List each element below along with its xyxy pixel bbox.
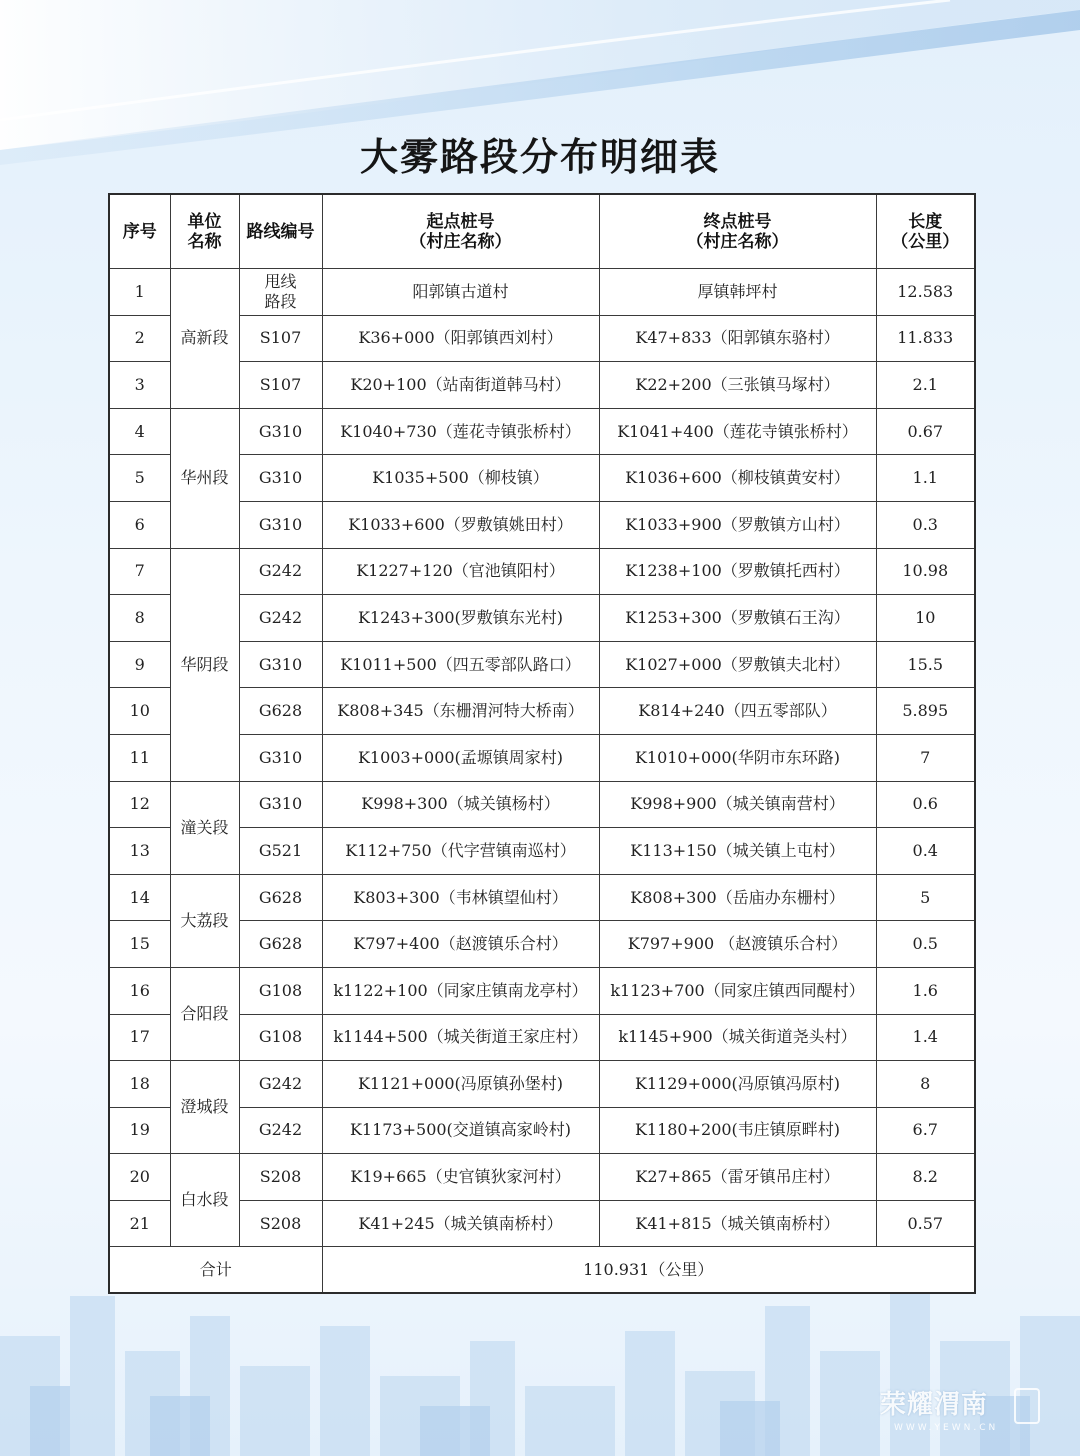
table-row [109,1061,975,1108]
table-row [109,269,975,316]
unit-cell: 高新段 [170,269,239,409]
seq-cell: 11 [109,734,170,781]
table-row [109,548,975,595]
table-row [109,967,975,1014]
seq-cell: 16 [109,967,170,1014]
start-cell: K1035+500（柳枝镇） [322,455,599,502]
header-length: 长度 （公里） [876,194,975,269]
app-watermark-logo [880,1384,1040,1433]
unit-cell: 潼关段 [170,781,239,874]
start-cell: K797+400（赵渡镇乐合村） [322,921,599,968]
start-cell: K808+345（东栅渭河特大桥南） [322,688,599,735]
unit-cell: 白水段 [170,1154,239,1247]
route-cell: G310 [239,641,322,688]
length-cell: 12.583 [876,269,975,316]
start-cell: 阳郭镇古道村 [322,269,599,316]
route-cell: G242 [239,1107,322,1154]
seq-cell: 18 [109,1061,170,1108]
end-cell: K27+865（雷牙镇吊庄村） [599,1154,876,1201]
seq-cell: 5 [109,455,170,502]
table-row [109,688,975,735]
table-row [109,874,975,921]
app-badge-icon [1014,1388,1040,1424]
start-cell: K1121+000(冯原镇孙堡村) [322,1061,599,1108]
route-cell: G108 [239,967,322,1014]
length-cell: 7 [876,734,975,781]
start-cell: K112+750（代字营镇南巡村） [322,828,599,875]
route-cell: S107 [239,315,322,362]
route-cell: G628 [239,921,322,968]
length-cell: 0.3 [876,501,975,548]
seq-cell: 15 [109,921,170,968]
table-row [109,921,975,968]
end-cell: K113+150（城关镇上屯村） [599,828,876,875]
end-cell: K47+833（阳郭镇东骆村） [599,315,876,362]
end-cell: K808+300（岳庙办东栅村） [599,874,876,921]
start-cell: K803+300（韦林镇望仙村） [322,874,599,921]
seq-cell: 9 [109,641,170,688]
start-cell: K1003+000(孟塬镇周家村) [322,734,599,781]
length-cell: 8.2 [876,1154,975,1201]
route-cell: G242 [239,548,322,595]
start-cell: K20+100（站南街道韩马村） [322,362,599,409]
header-swoosh-decoration [0,0,1080,220]
length-cell: 5.895 [876,688,975,735]
table-row [109,734,975,781]
route-cell: G310 [239,501,322,548]
start-cell: K19+665（史官镇狄家河村） [322,1154,599,1201]
table-row [109,362,975,409]
table-row [109,781,975,828]
start-cell: K1173+500(交道镇高家岭村) [322,1107,599,1154]
route-cell: S107 [239,362,322,409]
start-cell: K41+245（城关镇南桥村） [322,1200,599,1247]
seq-cell: 8 [109,595,170,642]
route-cell: 甩线 路段 [239,269,322,316]
end-cell: k1123+700（同家庄镇西同醍村） [599,967,876,1014]
table-row [109,455,975,502]
total-value: 110.931（公里） [322,1247,975,1293]
start-cell: K1040+730（莲花寺镇张桥村） [322,408,599,455]
end-cell: K1180+200(韦庄镇原畔村) [599,1107,876,1154]
table-row [109,828,975,875]
end-cell: K41+815（城关镇南桥村） [599,1200,876,1247]
seq-cell: 13 [109,828,170,875]
length-cell: 8 [876,1061,975,1108]
total-label: 合计 [109,1247,322,1293]
route-cell: G310 [239,408,322,455]
end-cell: K1027+000（罗敷镇夫北村） [599,641,876,688]
table-row [109,641,975,688]
route-cell: G628 [239,874,322,921]
end-cell: K22+200（三张镇马塚村） [599,362,876,409]
seq-cell: 17 [109,1014,170,1061]
end-cell: K1041+400（莲花寺镇张桥村） [599,408,876,455]
table-row [109,1107,975,1154]
seq-cell: 3 [109,362,170,409]
length-cell: 10.98 [876,548,975,595]
route-cell: G310 [239,781,322,828]
end-cell: K1238+100（罗敷镇托西村） [599,548,876,595]
route-cell: G628 [239,688,322,735]
unit-cell: 合阳段 [170,967,239,1060]
end-cell: K1033+900（罗敷镇方山村） [599,501,876,548]
header-route: 路线编号 [239,194,322,269]
end-cell: K1253+300（罗敷镇石王沟） [599,595,876,642]
route-cell: G521 [239,828,322,875]
start-cell: k1144+500（城关街道王家庄村） [322,1014,599,1061]
seq-cell: 6 [109,501,170,548]
watermark-url: WWW.YEWN.CN [894,1423,999,1433]
length-cell: 10 [876,595,975,642]
end-cell: k1145+900（城关街道尧头村） [599,1014,876,1061]
table-row [109,501,975,548]
seq-cell: 1 [109,269,170,316]
header-unit: 单位 名称 [170,194,239,269]
length-cell: 5 [876,874,975,921]
route-cell: G310 [239,455,322,502]
start-cell: K998+300（城关镇杨村） [322,781,599,828]
table-row [109,1154,975,1201]
seq-cell: 20 [109,1154,170,1201]
length-cell: 0.4 [876,828,975,875]
route-cell: G108 [239,1014,322,1061]
table-row [109,595,975,642]
end-cell: K814+240（四五零部队） [599,688,876,735]
header-start: 起点桩号 （村庄名称） [322,194,599,269]
end-cell: K1129+000(冯原镇冯原村) [599,1061,876,1108]
start-cell: K1011+500（四五零部队路口） [322,641,599,688]
table-row [109,1200,975,1247]
length-cell: 11.833 [876,315,975,362]
end-cell: K1010+000(华阴市东环路) [599,734,876,781]
seq-cell: 14 [109,874,170,921]
seq-cell: 4 [109,408,170,455]
route-cell: S208 [239,1200,322,1247]
header-seq: 序号 [109,194,170,269]
start-cell: K1227+120（官池镇阳村） [322,548,599,595]
length-cell: 2.1 [876,362,975,409]
route-cell: G242 [239,1061,322,1108]
seq-cell: 7 [109,548,170,595]
header-end: 终点桩号 （村庄名称） [599,194,876,269]
table-row [109,315,975,362]
length-cell: 1.4 [876,1014,975,1061]
table-header-row [109,194,975,269]
seq-cell: 21 [109,1200,170,1247]
route-cell: G310 [239,734,322,781]
watermark-name: 荣耀渭南 [880,1390,989,1420]
length-cell: 15.5 [876,641,975,688]
start-cell: K1033+600（罗敷镇姚田村） [322,501,599,548]
seq-cell: 10 [109,688,170,735]
table-row [109,408,975,455]
length-cell: 0.5 [876,921,975,968]
table-row [109,1014,975,1061]
page-title: 大雾路段分布明细表 [359,135,720,179]
length-cell: 1.6 [876,967,975,1014]
fog-road-table [108,193,976,1294]
end-cell: K998+900（城关镇南营村） [599,781,876,828]
unit-cell: 大荔段 [170,874,239,967]
length-cell: 0.67 [876,408,975,455]
start-cell: K36+000（阳郭镇西刘村） [322,315,599,362]
start-cell: k1122+100（同家庄镇南龙亭村） [322,967,599,1014]
unit-cell: 澄城段 [170,1061,239,1154]
end-cell: 厚镇韩坪村 [599,269,876,316]
seq-cell: 2 [109,315,170,362]
length-cell: 0.57 [876,1200,975,1247]
length-cell: 1.1 [876,455,975,502]
route-cell: G242 [239,595,322,642]
end-cell: K797+900 （赵渡镇乐合村） [599,921,876,968]
unit-cell: 华州段 [170,408,239,548]
seq-cell: 12 [109,781,170,828]
unit-cell: 华阴段 [170,548,239,781]
length-cell: 0.6 [876,781,975,828]
seq-cell: 19 [109,1107,170,1154]
total-row [109,1247,975,1293]
start-cell: K1243+300(罗敷镇东光村) [322,595,599,642]
route-cell: S208 [239,1154,322,1201]
length-cell: 6.7 [876,1107,975,1154]
end-cell: K1036+600（柳枝镇黄安村） [599,455,876,502]
